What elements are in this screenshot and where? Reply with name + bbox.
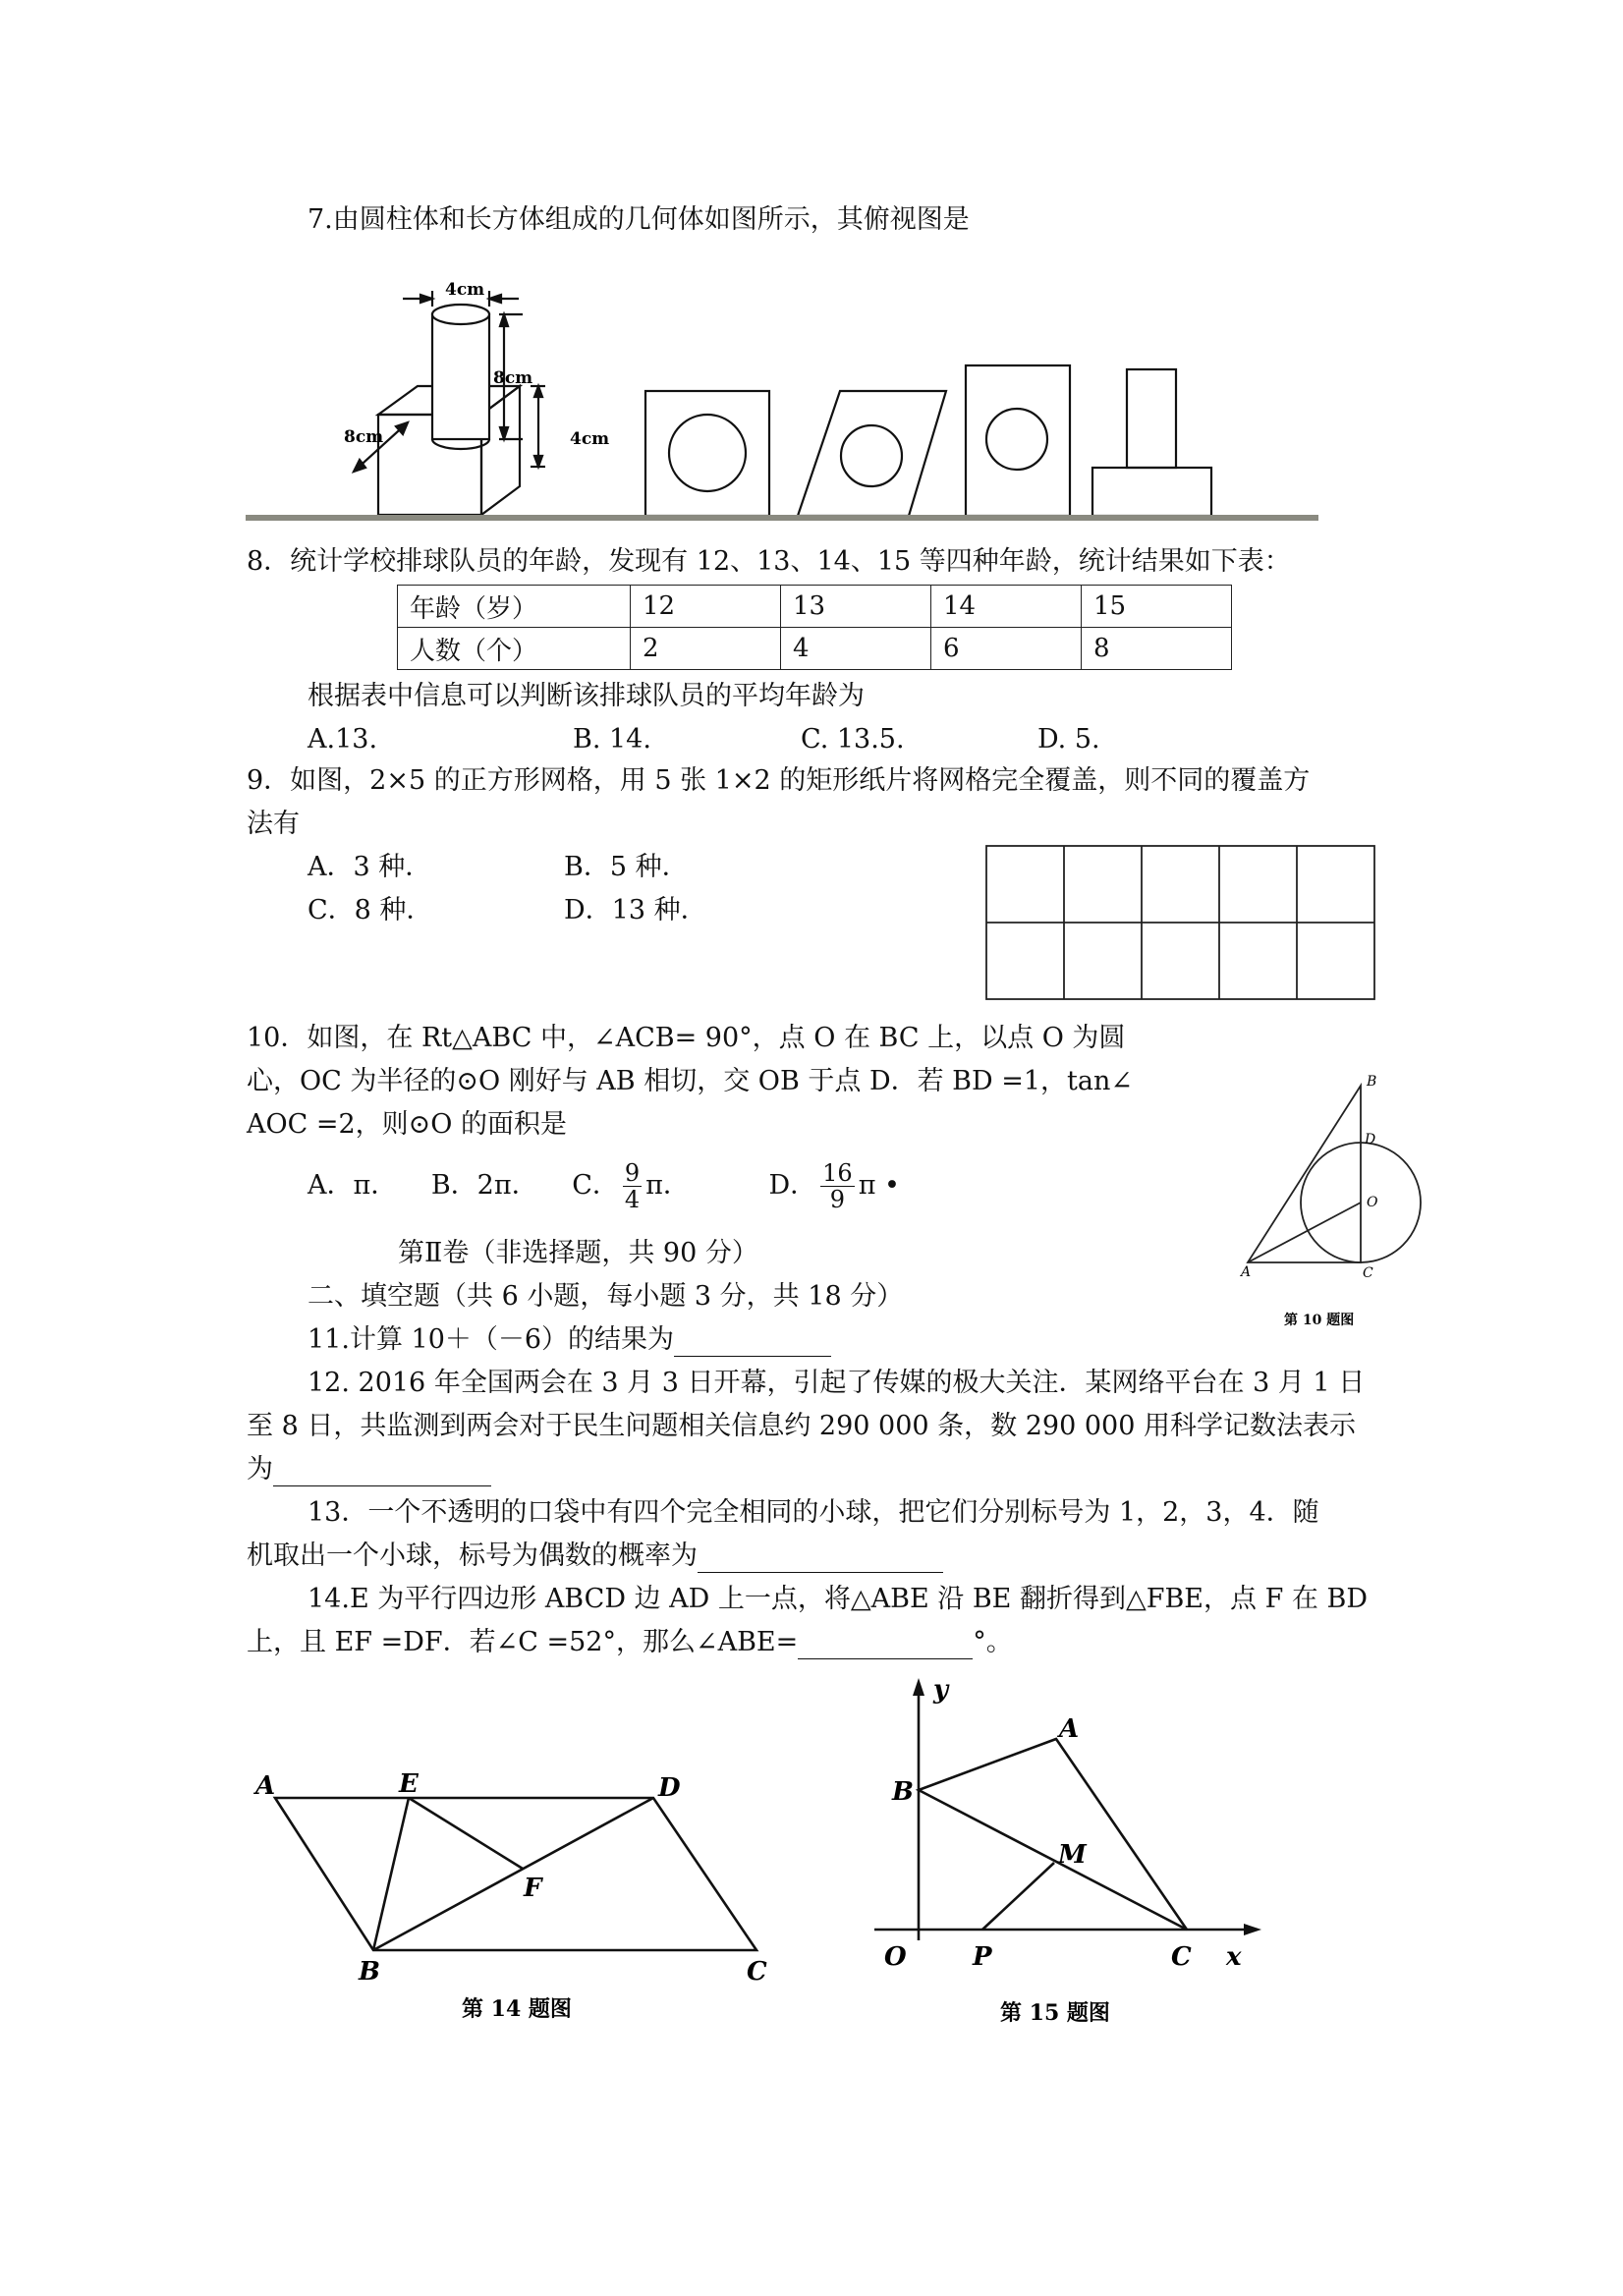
label-d: D: [1365, 1132, 1376, 1148]
label-a: A: [255, 1771, 276, 1801]
q8-option-d: D. 5.: [1037, 724, 1100, 755]
table-cell: 人数（个）: [398, 628, 631, 670]
segment-ao: [1248, 1203, 1361, 1262]
q7-text: 7.由圆柱体和长方体组成的几何体如图所示，其俯视图是: [308, 204, 970, 235]
q9-line1: 9．如图，2×5 的正方形网格，用 5 张 1×2 的矩形纸片将网格完全覆盖，则不同的覆盖方: [247, 765, 1311, 796]
table-cell: 4: [781, 628, 931, 670]
q14-tail: °。: [973, 1627, 1013, 1657]
ground-line: [246, 515, 1318, 521]
q8-option-b: B. 14.: [573, 724, 651, 755]
q13-line2: [247, 1540, 943, 1573]
segment-ef: [409, 1798, 523, 1869]
segment-eb: [373, 1798, 409, 1950]
view-b-circle: [841, 425, 902, 486]
q8-option-a: A.13.: [308, 724, 378, 755]
age-table: [397, 585, 1232, 670]
label-e: E: [399, 1769, 419, 1799]
q8-text: 8．统计学校排球队员的年龄，发现有 12、13、14、15 等四种年龄，统计结果如下表：: [247, 546, 1291, 577]
q12-prompt: 为: [247, 1454, 273, 1484]
cylinder-body: [432, 314, 489, 439]
triangle-abc: [919, 1739, 1187, 1930]
table-cell: 13: [781, 586, 931, 628]
view-a-circle: [669, 415, 746, 491]
q9-option-d: D．13 种．: [564, 895, 707, 925]
q14-figure: [246, 1759, 796, 2024]
view-c-rect: [966, 365, 1070, 516]
fraction-denominator: 9: [829, 1186, 846, 1213]
q9-option-b: B．5 种．: [564, 852, 689, 882]
q14-prompt: 上，且 EF =DF．若∠C =52°，那么∠ABE=: [247, 1627, 799, 1657]
q10-option-d-tail: π •: [858, 1170, 900, 1201]
q8-question: 根据表中信息可以判断该排球队员的平均年龄为: [308, 681, 865, 711]
fraction-numerator: 9: [624, 1159, 641, 1187]
label-p: P: [973, 1942, 992, 1972]
label-y: y: [933, 1675, 949, 1705]
label-c: C: [747, 1957, 767, 1987]
label-a: A: [1241, 1264, 1252, 1280]
fraction-denominator: 4: [624, 1186, 641, 1213]
table-row: [398, 586, 1232, 628]
table-cell: 年龄（岁）: [398, 586, 631, 628]
q9-line2: 法有: [247, 809, 300, 839]
dim-base-height: 4cm: [570, 429, 610, 449]
q10-option-c-tail: π．: [645, 1170, 690, 1201]
dim-height: 8cm: [493, 368, 533, 388]
q14-line2: [247, 1626, 1013, 1659]
label-m: M: [1058, 1840, 1087, 1870]
view-d-top: [1127, 369, 1176, 468]
q15-figure: [855, 1670, 1267, 2034]
dim-diameter: 4cm: [445, 280, 485, 300]
label-c: C: [1171, 1942, 1192, 1972]
q10-options: [308, 1151, 900, 1220]
x-axis-arrow: [1244, 1924, 1261, 1935]
table-cell: 8: [1082, 628, 1232, 670]
label-x: x: [1226, 1942, 1242, 1972]
q12-line2: 至 8 日，共监测到两会对于民生问题相关信息约 290 000 条，数 290 000 用科学记数法表示: [247, 1411, 1356, 1441]
triangle-abc: [1248, 1086, 1361, 1262]
fraction-numerator: 16: [822, 1159, 853, 1187]
label-b: B: [1367, 1074, 1377, 1090]
q10-option-d-fraction: [820, 1160, 855, 1212]
label-a: A: [1059, 1714, 1080, 1744]
q10-option-a: A．π．: [308, 1170, 398, 1201]
q13-line1: 13．一个不透明的口袋中有四个完全相同的小球，把它们分别标号为 1，2，3，4．随: [308, 1497, 1319, 1528]
q10-option-c-label: C．: [572, 1170, 619, 1201]
y-axis-arrow: [913, 1678, 924, 1696]
label-o: O: [1367, 1195, 1378, 1210]
label-c: C: [1363, 1265, 1373, 1281]
q10-line3: AOC =2，则⊙O 的面积是: [247, 1109, 568, 1140]
q10-option-c-fraction: [623, 1160, 642, 1212]
view-b-parallelogram: [798, 391, 946, 516]
q10-option-b: B．2π．: [430, 1170, 538, 1201]
q8-option-c: C. 13.5.: [801, 724, 905, 755]
q12-line1: 12. 2016 年全国两会在 3 月 3 日开幕，引起了传媒的极大关注．某网络平台在 3 月 1 日: [308, 1368, 1366, 1398]
answer-blank[interactable]: [674, 1330, 831, 1357]
table-row: [398, 628, 1232, 670]
segment-db: [373, 1798, 653, 1950]
q10-line1: 10．如图，在 Rt△ABC 中，∠ACB= 90°，点 O 在 BC 上，以点 O 为圆: [247, 1023, 1126, 1053]
section2-title: 第Ⅱ卷（非选择题，共 90 分）: [398, 1238, 758, 1268]
answer-blank[interactable]: [698, 1546, 943, 1573]
q13-prompt: 机取出一个小球，标号为偶数的概率为: [247, 1540, 698, 1571]
section2-subtitle: 二、填空题（共 6 小题，每小题 3 分，共 18 分）: [308, 1281, 904, 1312]
table-cell: 12: [631, 586, 781, 628]
q10-figure: [1228, 1071, 1444, 1326]
q9-grid: [985, 845, 1375, 1000]
q7-figure: [246, 275, 1326, 531]
segment-mp: [982, 1863, 1054, 1930]
q14-line1: 14.E 为平行四边形 ABCD 边 AD 上一点，将△ABE 沿 BE 翻折得到△FBE，点 F 在 BD: [308, 1584, 1368, 1614]
q10-option-d-label: D．: [768, 1170, 817, 1201]
view-d-base: [1092, 468, 1211, 516]
q9-option-c: C．8 种．: [308, 895, 433, 925]
label-f: F: [524, 1874, 542, 1903]
fig-caption-10: 第 10 题图: [1284, 1313, 1355, 1328]
q9-option-a: A．3 种．: [308, 852, 432, 882]
table-cell: 6: [931, 628, 1082, 670]
view-c-circle: [986, 409, 1047, 470]
label-d: D: [658, 1773, 681, 1803]
fig-caption-15: 第 15 题图: [1000, 2000, 1110, 2026]
label-b: B: [892, 1777, 914, 1807]
fig-caption-14: 第 14 题图: [462, 1996, 572, 2022]
q10-line2: 心，OC 为半径的⊙O 刚好与 AB 相切，交 OB 于点 D．若 BD =1，tan∠: [247, 1066, 1134, 1096]
label-b: B: [359, 1957, 380, 1987]
table-cell: 15: [1082, 586, 1232, 628]
dim-side: 8cm: [344, 427, 384, 447]
view-a-square: [645, 391, 769, 516]
q12-line3: [247, 1453, 491, 1486]
answer-blank[interactable]: [273, 1460, 491, 1486]
table-cell: 14: [931, 586, 1082, 628]
q11-text: [308, 1323, 831, 1357]
solid-figure: [354, 291, 545, 515]
table-cell: 2: [631, 628, 781, 670]
answer-blank[interactable]: [798, 1633, 973, 1659]
cylinder-top: [432, 305, 489, 324]
label-o: O: [884, 1942, 907, 1972]
q11-prompt: 11.计算 10＋（－6）的结果为: [308, 1324, 675, 1355]
